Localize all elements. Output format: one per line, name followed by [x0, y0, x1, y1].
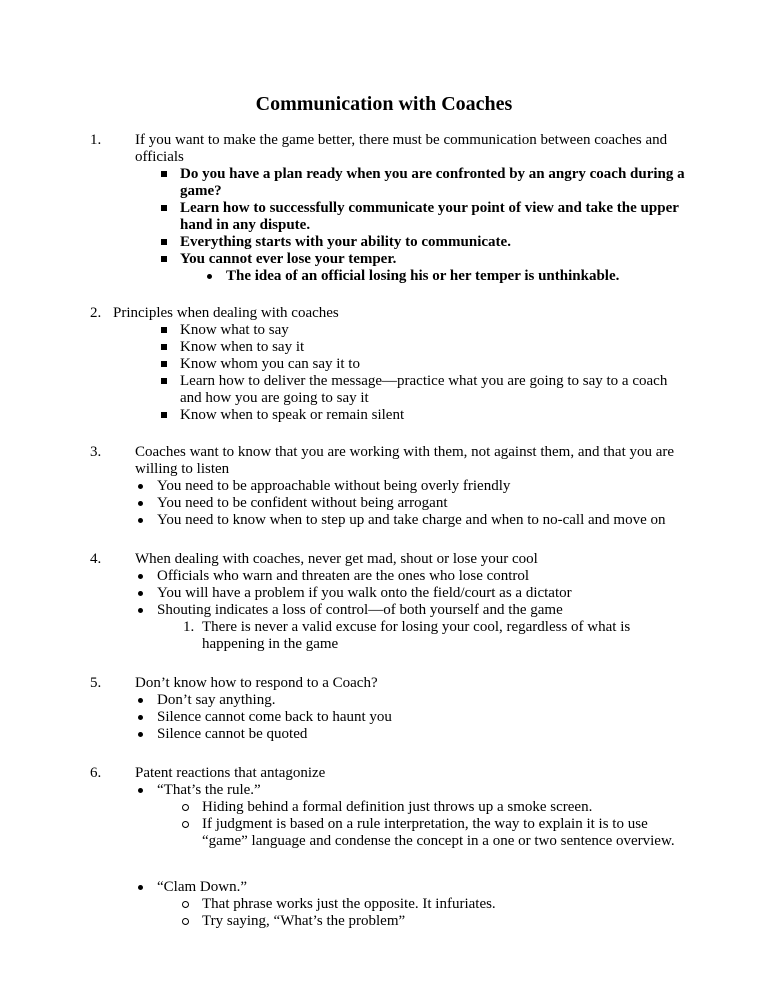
list-item: “Clam Down.”	[135, 879, 695, 896]
bullet-list	[135, 879, 695, 896]
bullet-list	[158, 166, 688, 268]
list-item: You need to be approachable without being overly friendly	[135, 478, 695, 495]
section-number: 2.	[90, 305, 102, 321]
list-item: The idea of an official losing his or her temper is unthinkable.	[204, 268, 704, 285]
bullet-list	[158, 322, 683, 424]
section-text: Patent reactions that antagonize	[135, 765, 326, 781]
sub-list	[180, 896, 680, 930]
section-text: When dealing with coaches, never get mad, shout or lose your cool	[135, 551, 538, 567]
list-item: Know when to say it	[158, 339, 683, 356]
item-text: There is never a valid excuse for losing your cool, regardless of what is happening in the game	[202, 619, 631, 652]
item-number: 1.	[183, 619, 195, 635]
list-item: Do you have a plan ready when you are confronted by an angry coach during a game?	[158, 166, 688, 200]
list-item: Know what to say	[158, 322, 683, 339]
bullet-list	[135, 692, 695, 743]
list-item: Learn how to successfully communicate your point of view and take the upper hand in any dispute.	[158, 200, 688, 234]
list-item: Learn how to deliver the message—practice what you are going to say to a coach and how you are going to say it	[158, 373, 683, 407]
list-item: Hiding behind a formal definition just throws up a smoke screen.	[180, 799, 680, 816]
list-item: “That’s the rule.”	[135, 782, 695, 799]
list-item: Officials who warn and threaten are the ones who lose control	[135, 568, 695, 585]
sub-list	[180, 799, 680, 850]
list-item: Silence cannot be quoted	[135, 726, 695, 743]
section-number: 6.	[90, 765, 102, 781]
list-item: Know when to speak or remain silent	[158, 407, 683, 424]
section-text: Principles when dealing with coaches	[113, 305, 339, 321]
bullet-list	[135, 782, 695, 799]
bullet-list	[135, 568, 695, 619]
section-text: Coaches want to know that you are working with them, not against them, and that you are willing to listen	[135, 444, 675, 477]
list-item: If judgment is based on a rule interpretation, the way to explain it is to use “game” language and condense the concept in a one or two sentence overview.	[180, 816, 680, 850]
section-number: 5.	[90, 675, 102, 691]
page-title: Communication with Coaches	[255, 93, 513, 115]
section-text: If you want to make the game better, there must be communication between coaches and officials	[135, 132, 668, 165]
sub-list	[204, 268, 704, 285]
section-number: 3.	[90, 444, 102, 460]
list-item: That phrase works just the opposite. It infuriates.	[180, 896, 680, 913]
numbered-sub-list	[180, 619, 650, 653]
section-number: 1.	[90, 132, 102, 148]
section-number: 4.	[90, 551, 102, 567]
list-item: Don’t say anything.	[135, 692, 695, 709]
list-item: Everything starts with your ability to communicate.	[158, 234, 688, 251]
list-item: Silence cannot come back to haunt you	[135, 709, 695, 726]
list-item: Know whom you can say it to	[158, 356, 683, 373]
list-item: You need to know when to step up and take charge and when to no-call and move on	[135, 512, 695, 529]
list-item: You cannot ever lose your temper.	[158, 251, 688, 268]
list-item: You need to be confident without being arrogant	[135, 495, 695, 512]
list-item: Shouting indicates a loss of control—of both yourself and the game	[135, 602, 695, 619]
section-text: Don’t know how to respond to a Coach?	[135, 675, 378, 691]
list-item	[180, 619, 650, 653]
bullet-list	[135, 478, 695, 529]
list-item: You will have a problem if you walk onto the field/court as a dictator	[135, 585, 695, 602]
list-item: Try saying, “What’s the problem”	[180, 913, 680, 930]
